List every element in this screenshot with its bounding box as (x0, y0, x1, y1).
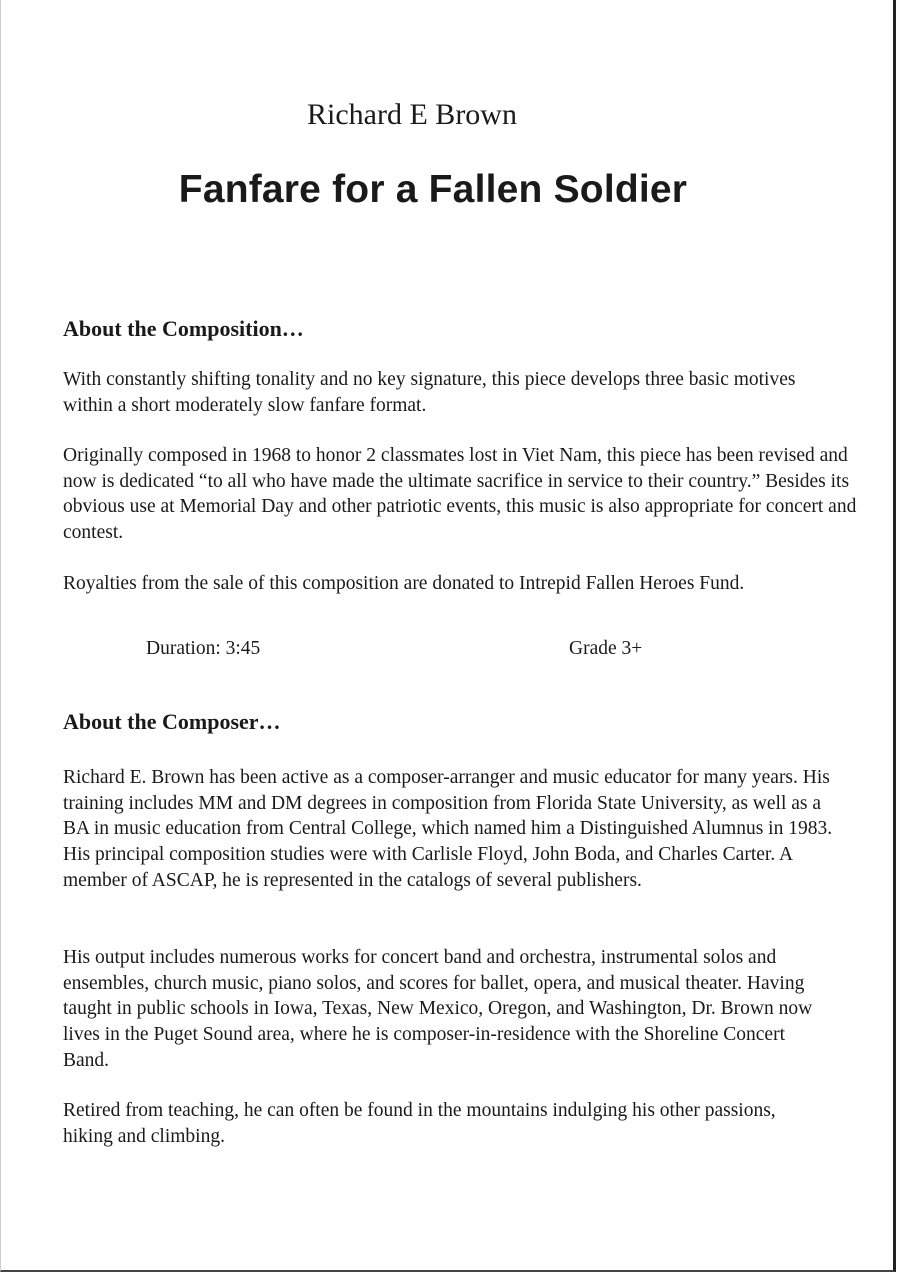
page-title: Fanfare for a Fallen Soldier (178, 168, 688, 211)
composer-name: Richard E Brown (307, 98, 517, 131)
composition-paragraph-1: With constantly shifting tonality and no key signature, this piece develops three basic motives within a short moderately slow fanfare format. (63, 369, 796, 416)
grade-label: Grade 3+ (569, 638, 643, 659)
composition-heading: About the Composition… (63, 316, 304, 341)
composition-paragraph-3: Royalties from the sale of this composition are donated to Intrepid Fallen Heroes Fund. (63, 573, 745, 594)
composer-paragraph-1: Richard E. Brown has been active as a composer-arranger and music educator for many years. His training includes MM and DM degrees in composition from Florida State University, as well as a BA in music education from Central College, which named him a Distinguished Alumnus in 1983. His principal composition studies were with Carlisle Floyd, John Boda, and Charles Carter. A member of ASCAP, he is represented in the catalogs of several publishers. (63, 767, 833, 891)
duration-label: Duration: 3:45 (146, 638, 261, 659)
composer-heading: About the Composer… (63, 709, 281, 734)
composer-paragraph-3: Retired from teaching, he can often be found in the mountains indulging his other passions, hiking and climbing. (63, 1100, 776, 1147)
composer-paragraph-2: His output includes numerous works for concert band and orchestra, instrumental solos and ensembles, church music, piano solos, and scores for ballet, opera, and musical theater. Having taught in public schools in Iowa, Texas, New Mexico, Oregon, and Washington, Dr. Brown now lives in the Puget Sound area, where he is composer-in-residence with the Shoreline Concert Band. (63, 947, 813, 1071)
composition-paragraph-2: Originally composed in 1968 to honor 2 classmates lost in Viet Nam, this piece has been revised and now is dedicated “to all who have made the ultimate sacrifice in service to their country.” Besides its obvious use at Memorial Day and other patriotic events, this music is also appropriate for concert and contest. (63, 445, 857, 544)
